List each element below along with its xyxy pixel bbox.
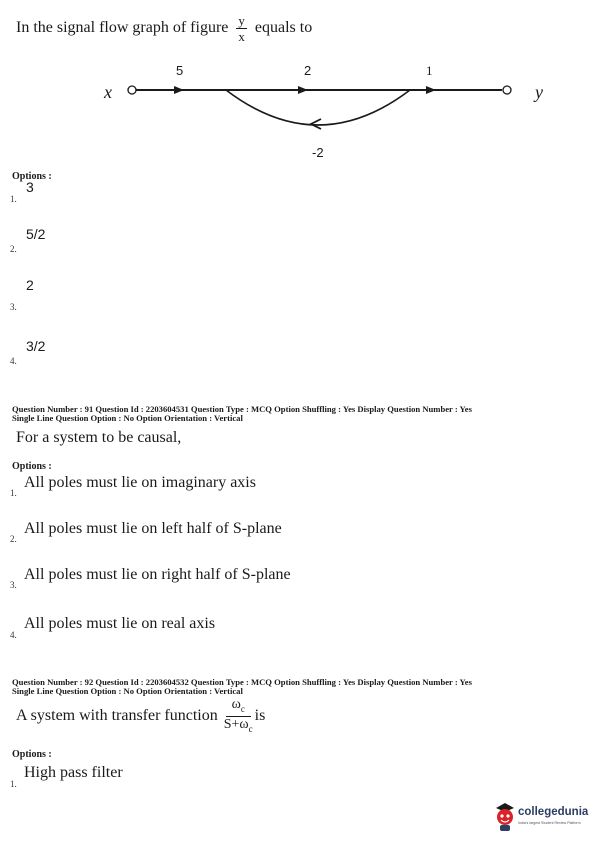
q91-option-2-text[interactable]: All poles must lie on left half of S-plane (24, 520, 282, 537)
output-node-circle (503, 86, 511, 94)
q92-text-after: is (254, 706, 266, 724)
question-text-after: equals to (254, 19, 313, 37)
y-over-x-fraction (236, 14, 247, 43)
gain-label-a: 5 (176, 63, 184, 78)
fraction-denominator: x (238, 29, 245, 44)
transfer-function-fraction (224, 698, 253, 734)
q92-meta-line-2: Single Line Question Option : No Option Orientation : Vertical (12, 686, 243, 696)
q91-option-4-number: 4. (10, 630, 17, 640)
q91-option-3-text[interactable]: All poles must lie on right half of S-plane (24, 566, 291, 583)
q92-option-1-number: 1. (10, 779, 17, 789)
q90-option-4-text[interactable]: 3/2 (26, 338, 46, 354)
output-node-label: y (535, 82, 543, 102)
q90-option-2-text[interactable]: 5/2 (26, 226, 46, 242)
q91-option-1-number: 1. (10, 488, 17, 498)
q91-option-2-number: 2. (10, 534, 17, 544)
branch-arrow-b (298, 86, 308, 94)
input-node-label: x (104, 82, 112, 102)
question-90-text (16, 14, 312, 43)
q91-question-text: For a system to be causal, (16, 429, 182, 446)
fraction-numerator: y (238, 13, 245, 28)
signal-flow-graph (0, 55, 595, 170)
q92-question-text (16, 698, 265, 734)
q91-meta-line-2: Single Line Question Option : No Option Orientation : Vertical (12, 413, 243, 423)
q90-options-label: Options : (12, 171, 52, 182)
q92-option-1-text[interactable]: High pass filter (24, 764, 123, 781)
branch-arrow-a (174, 86, 184, 94)
denominator-expression: S+ω (223, 716, 249, 732)
q90-option-1-number: 1. (10, 194, 17, 204)
transfer-function-numerator (226, 698, 251, 717)
q92-meta-line-1: Question Number : 92 Question Id : 2203604532 Question Type : MCQ Option Shuffling : Yes Display Question Number : Yes (12, 677, 472, 687)
q90-option-2-number: 2. (10, 244, 17, 254)
q91-option-1-text[interactable]: All poles must lie on imaginary axis (24, 474, 256, 491)
numerator-subscript: c (240, 703, 245, 714)
q91-option-4-text[interactable]: All poles must lie on real axis (24, 615, 216, 632)
denominator-subscript: c (248, 723, 253, 734)
q90-option-3-text[interactable]: 2 (26, 277, 34, 293)
feedback-gain-label: -2 (312, 145, 324, 160)
branch-arrow-c (426, 86, 436, 94)
watermark-tagline: India's largest Student Review Platform (518, 821, 581, 825)
collegedunia-watermark (494, 800, 592, 834)
q90-option-4-number: 4. (10, 356, 17, 366)
q91-option-3-number: 3. (10, 580, 17, 590)
gain-label-c: 1 (426, 63, 433, 78)
q92-options-label: Options : (12, 749, 52, 760)
input-node-circle (128, 86, 136, 94)
q92-text-before: A system with transfer function (16, 706, 218, 724)
collegedunia-mascot-icon (494, 802, 516, 832)
feedback-arrow (311, 119, 321, 129)
numerator-omega: ω (231, 697, 241, 712)
q90-option-1-text[interactable]: 3 (26, 179, 34, 195)
transfer-function-denominator (224, 717, 253, 734)
question-text-before: In the signal flow graph of figure (16, 19, 229, 37)
q91-options-label: Options : (12, 461, 52, 472)
q90-option-3-number: 3. (10, 302, 17, 312)
watermark-brand-name: collegedunia (518, 806, 589, 818)
gain-label-b: 2 (304, 63, 312, 78)
q91-meta-line-1: Question Number : 91 Question Id : 2203604531 Question Type : MCQ Option Shuffling : Yes Display Question Number : Yes (12, 404, 472, 414)
